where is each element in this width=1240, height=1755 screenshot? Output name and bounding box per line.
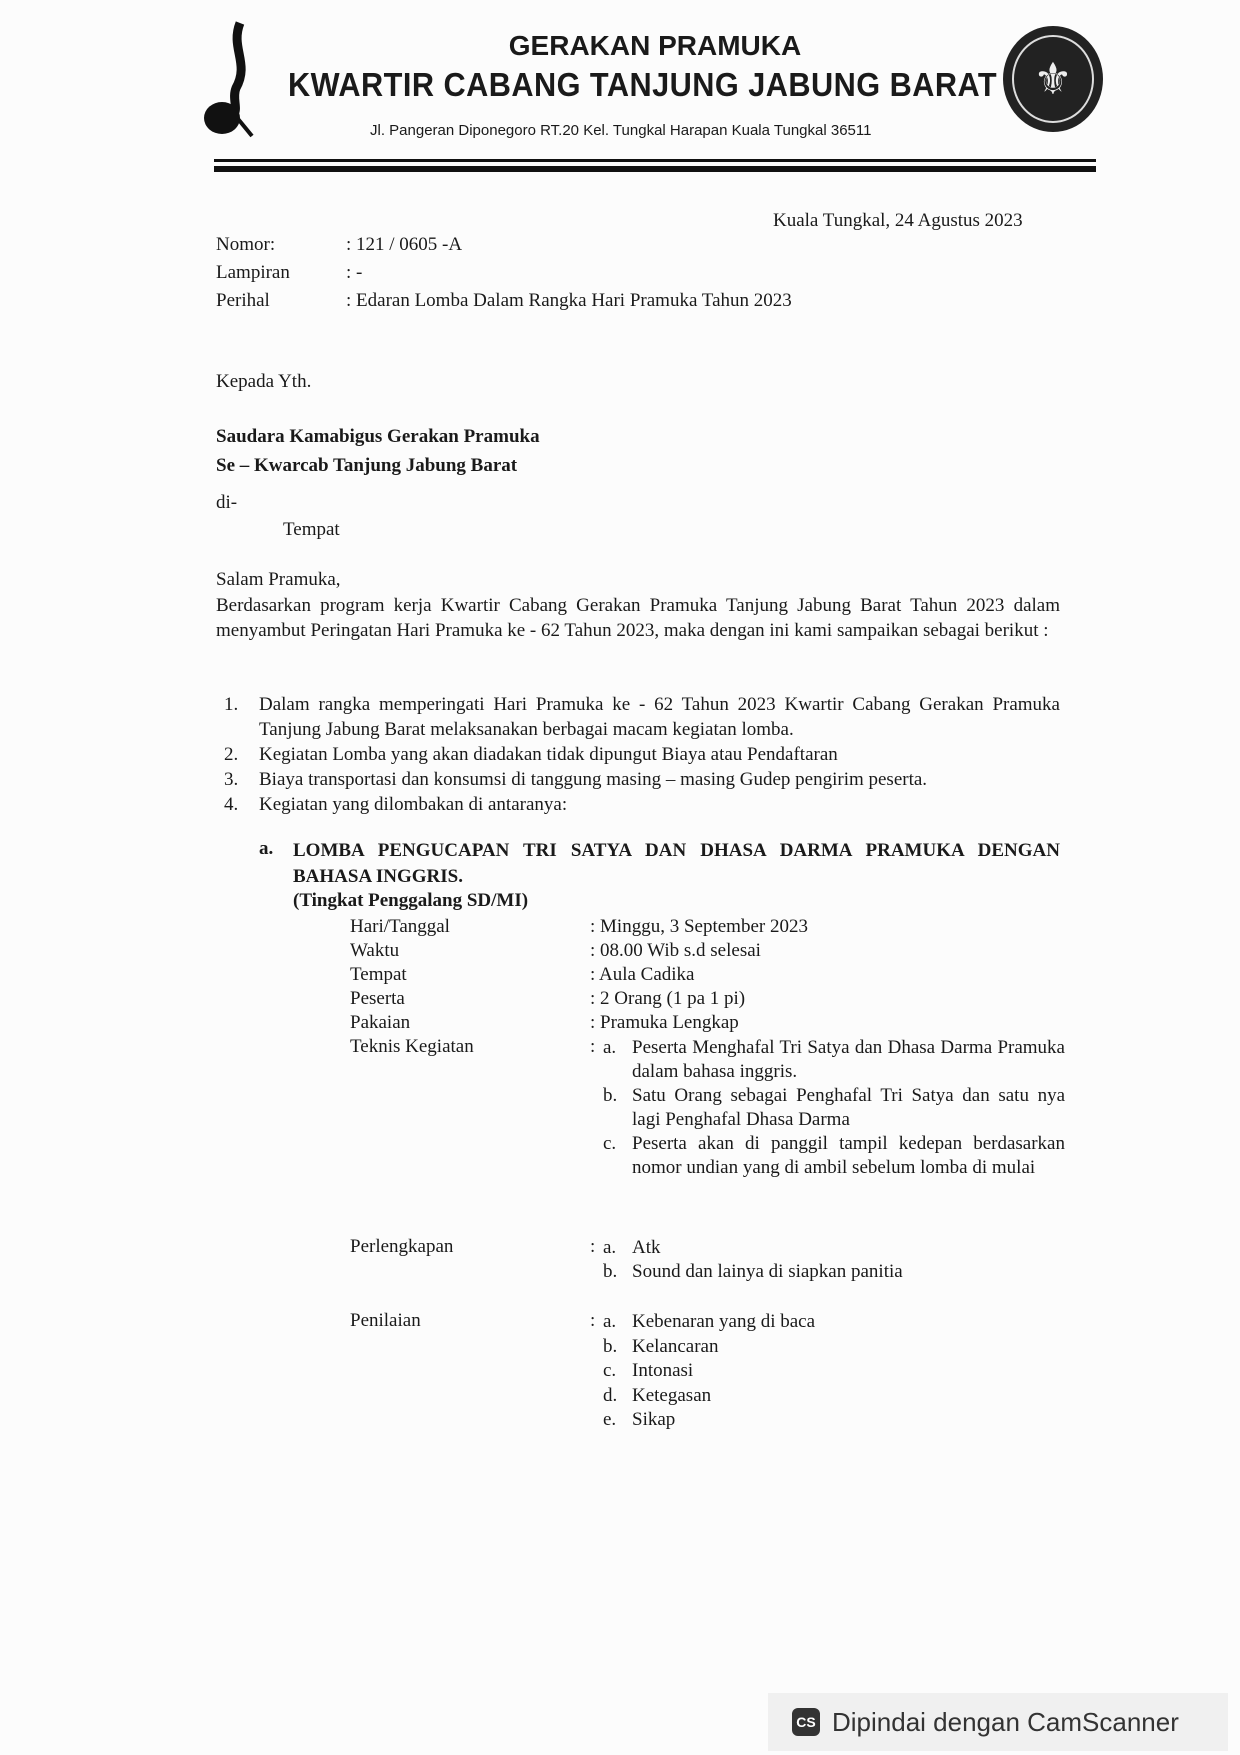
sub-text: Ketegasan <box>632 1384 712 1406</box>
header-rule <box>214 159 1096 162</box>
item-number: 1. <box>224 694 239 715</box>
teknis-list <box>603 1036 1065 1180</box>
sub-text: Kelancaran <box>632 1335 719 1357</box>
sub-item <box>603 1384 1065 1409</box>
item-number: 4. <box>224 794 239 815</box>
branch-name: KWARTIR CABANG TANJUNG JABUNG BARAT <box>288 66 998 103</box>
salutation: Kepada Yth. <box>216 371 312 392</box>
meta-value: : 121 / 0605 -A <box>346 234 463 255</box>
sub-item <box>603 1408 1065 1433</box>
detail-value: : Minggu, 3 September 2023 <box>590 916 808 937</box>
teknis-label: Teknis Kegiatan <box>350 1036 474 1057</box>
detail-label: Tempat <box>350 964 407 985</box>
item-number: 3. <box>224 769 239 790</box>
sub-letter: b. <box>603 1335 618 1357</box>
detail-label: Peserta <box>350 988 405 1009</box>
sub-letter: a. <box>603 1037 617 1058</box>
detail-label: Waktu <box>350 940 400 961</box>
sub-item <box>603 1359 1065 1384</box>
penilaian-label: Penilaian <box>350 1310 421 1331</box>
header-rule-thick <box>214 166 1096 172</box>
sub-letter: b. <box>603 1085 618 1106</box>
sub-text: Sound dan lainya di siapkan panitia <box>632 1261 903 1282</box>
list-item <box>224 692 1060 742</box>
sub-letter: a. <box>603 1311 617 1332</box>
detail-value: : 2 Orang (1 pa 1 pi) <box>590 988 746 1009</box>
intro-paragraph: Berdasarkan program kerja Kwartir Cabang Gerakan Pramuka Tanjung Jabung Barat Tahun 2023 dalam menyambut Peringatan Hari Pramuka ke - 62 Tahun 2023, maka dengan ini kami sampaikan sebagai berikut : <box>216 595 1060 641</box>
sub-letter: c. <box>603 1133 617 1154</box>
sub-text: Satu Orang sebagai Penghafal Tri Satya dan satu nya lagi Penghafal Dhasa Darma <box>632 1085 1065 1130</box>
letter-date: Kuala Tungkal, 24 Agustus 2023 <box>773 210 1023 231</box>
svg-text:⚜: ⚜ <box>1033 54 1073 105</box>
sub-item <box>603 1084 1065 1132</box>
item-text: Kegiatan Lomba yang akan diadakan tidak dipungut Biaya atau Pendaftaran <box>259 744 838 765</box>
sub-item <box>603 1310 1065 1335</box>
sub-letter: c. <box>603 1360 617 1381</box>
contest-letter: a. <box>259 838 274 859</box>
item-text: Dalam rangka memperingati Hari Pramuka ke - 62 Tahun 2023 Kwartir Cabang Gerakan Pramuka Tanjung Jabung Barat melaksanakan berbagai macam kegiatan lomba. <box>259 694 1060 740</box>
org-name: GERAKAN PRAMUKA <box>508 30 802 61</box>
colon: : <box>590 1310 596 1331</box>
item-text: Biaya transportasi dan konsumsi di tanggung masing – masing Gudep pengirim peserta. <box>259 769 928 790</box>
detail-value: : 08.00 Wib s.d selesai <box>590 940 761 961</box>
sub-text: Sikap <box>632 1409 676 1430</box>
detail-label: Hari/Tanggal <box>350 916 450 937</box>
contest-level: (Tingkat Penggalang SD/MI) <box>293 890 529 911</box>
sub-item <box>603 1260 1065 1284</box>
list-item <box>224 767 1060 792</box>
sub-letter: a. <box>603 1237 617 1258</box>
points-list <box>224 692 1060 817</box>
list-item <box>224 792 1060 817</box>
sub-text: Peserta Menghafal Tri Satya dan Dhasa Darma Pramuka dalam bahasa inggris. <box>632 1037 1065 1082</box>
sub-letter: b. <box>603 1261 618 1282</box>
meta-value: : - <box>346 262 363 283</box>
sub-item <box>603 1335 1065 1360</box>
sub-item <box>603 1132 1065 1180</box>
recipient-line: Saudara Kamabigus Gerakan Pramuka <box>216 426 540 447</box>
detail-value: : Pramuka Lengkap <box>590 1012 739 1033</box>
sub-letter: e. <box>603 1409 617 1430</box>
sub-item <box>603 1236 1065 1260</box>
contest-title: LOMBA PENGUCAPAN TRI SATYA DAN DHASA DARMA PRAMUKA DENGAN BAHASA INGGRIS. <box>293 840 1060 887</box>
item-text: Kegiatan yang dilombakan di antaranya: <box>259 794 568 815</box>
greeting: Salam Pramuka, <box>216 569 341 590</box>
sub-item <box>603 1036 1065 1084</box>
sub-text: Kebenaran yang di baca <box>632 1311 816 1332</box>
perlengkapan-label: Perlengkapan <box>350 1236 454 1257</box>
sub-letter: d. <box>603 1384 618 1406</box>
meta-label: Lampiran <box>216 262 290 283</box>
camscanner-icon: CS <box>792 1708 820 1736</box>
scout-emblem-logo <box>1000 24 1106 134</box>
sub-text: Intonasi <box>632 1360 694 1381</box>
meta-label: Perihal <box>216 290 270 311</box>
colon: : <box>590 1036 596 1057</box>
recipient-place: Tempat <box>283 519 340 540</box>
meta-value: : Edaran Lomba Dalam Rangka Hari Pramuka Tahun 2023 <box>346 290 792 311</box>
penilaian-list <box>603 1310 1065 1433</box>
item-number: 2. <box>224 744 239 765</box>
camscanner-watermark <box>768 1693 1228 1751</box>
meta-label: Nomor: <box>216 234 276 255</box>
perlengkapan-list <box>603 1236 1065 1284</box>
detail-value: : Aula Cadika <box>590 964 695 985</box>
address: Jl. Pangeran Diponegoro RT.20 Kel. Tungkal Harapan Kuala Tungkal 36511 <box>370 122 872 139</box>
recipient-line: Se – Kwarcab Tanjung Jabung Barat <box>216 455 518 476</box>
recipient-di: di- <box>216 492 238 513</box>
colon: : <box>590 1236 596 1257</box>
sub-text: Peserta akan di panggil tampil kedepan berdasarkan nomor undian yang di ambil sebelum lomba di mulai <box>632 1133 1065 1178</box>
list-item <box>224 742 1060 767</box>
watermark-text: Dipindai dengan CamScanner <box>832 1706 1179 1737</box>
detail-label: Pakaian <box>350 1012 411 1033</box>
sub-text: Atk <box>632 1237 661 1258</box>
